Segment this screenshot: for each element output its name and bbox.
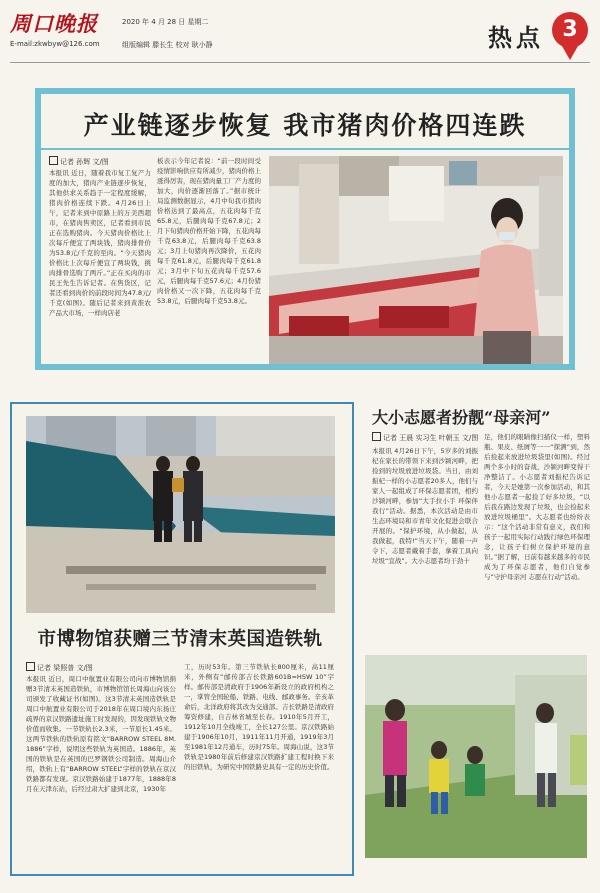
story-pork-prices: [35, 88, 575, 370]
masthead-email: E-mail:zkwbyw@126.com: [10, 40, 100, 48]
pork-byline: [49, 156, 109, 167]
volunteers-column-2: 足，他们的眼睛像扫描仪一样，塑料瓶、果皮、纸屑等一一“探测”到，然后捡起来放进垃圾袋里(如图)。经过两个多小时的奋战，沙颍河畔变得干净整洁了。小志愿者刘振杞告诉记者，今天是她第一次参加活动，和其他小志愿者一起捡了好多垃圾，“以后我在路边发现了垃圾，也会捡起来放进垃圾桶里”。大志愿者也纷纷表示：“这个活动非常有意义，我们和孩子一起用实际行动践行绿色环保理念，让孩子们树立保护环境的意识。”据了解，日前有越来越多的市民成为了环保志愿者，他们自觉参与“守护母亲河 志愿在行动”活动。: [484, 433, 590, 581]
volunteers-column-1: 本报讯 4月26日下午，5岁多的刘振杞在家长的带领下来到沙颍河畔，把捡到的垃圾放进垃圾袋。当日，由刘振杞一样的小志愿者20多人，他们与家人一起组成了环保志愿者团，相约沙颍河畔，参加“大手拉小手 环保伴我行”活动。据悉，本次活动是由市生态环境局和市青年文化促进会联合开展的。“保护环境，从小做起，从我做起，我特!”当天下午，随着一声令下，志愿者戴着手套，拿着工具向垃圾“宣战”。大小志愿者均干劲十: [372, 447, 478, 565]
story-pork-prices-inner: [41, 94, 569, 364]
headline-rule: [41, 148, 569, 150]
pork-byline-text: 记者 孙辉 文/图: [60, 158, 109, 166]
volunteers-byline: [372, 432, 478, 443]
museum-byline: [26, 662, 93, 673]
newspaper-logo: 周口晚报: [10, 11, 98, 36]
byline-box-icon: [372, 432, 381, 441]
masthead-rule: [10, 62, 590, 63]
pork-column-1: 本报讯 近日，随着我市复工复产力度的加大，猪肉产业链逐步恢复，其他供求关系趋于一定程度缓解，猪肉价格连续下跌。4月26日上午，记者来到中原路上的万美西超市，在猪肉售卖区，记者看到市民正在选购猪肉。今天猪肉价格比上次每斤便宜了两块钱，猪肉排骨价为53.8元/千克的至肉。“今天猪肉价格比上次每斤便宜了两块钱，挑肉排骨选购了两斤。”正在买肉的市民王先生告诉记者。在售货区，记者还看到肉价的前段时间为47.8元/千克(如图)。随后记者来到黄淮农产品大市场，一样肉店老: [49, 169, 151, 317]
volunteers-byline-text: 记者 王晨 实习生 叶朝玉 文/图: [383, 434, 479, 442]
masthead-staff: 组版编辑 滕长生 校对 耿小静: [122, 41, 213, 49]
masthead: [0, 0, 600, 64]
pork-headline: 产业链逐步恢复 我市猪肉价格四连跌: [83, 111, 527, 140]
byline-box-icon: [26, 662, 35, 671]
museum-byline-text: 记者 梁照普 文/图: [37, 664, 93, 672]
pork-counter-photo: [269, 156, 563, 364]
byline-box-icon: [49, 156, 58, 165]
story-museum-rails: [10, 402, 354, 876]
museum-headline: 市博物馆获赠三节清末英国造铁轨: [37, 629, 323, 650]
museum-column-2: 工，历时53年。第三节铁轨长800厘米，高11厘米，外侧有“邮传部吉长铁路601B=HSW 10”字样。邮传部是清政府于1906年新设立的政府机构之一，掌管全国轮船、铁路、电线、邮政事务。辛亥革命后，北洋政府将其改为交通部。吉长铁路是清政府筹资修建，自吉林省城至长春。1910年5月开工，1912年10月全线竣工，全长127公里。京汉铁路始建于1906年10月，1911年11月开通，1919年3月至1981年12月通车，历时75年。周海山说，这3节铁轨是1980年前后修建京汉铁路扩建工程时换下来的旧铁轨，为研究中国铁路史具有一定的历史价值。: [184, 663, 334, 771]
museum-column-1: 本报讯 近日，周口中航置业有限公司向市博物馆捐赠3节清末英国造铁轨，市博物馆馆长周海山向该公司颁发了收藏证书(如图)。这3节清末英国造铁轨是周口中航置业有限公司于2018年在周口境内东扬庄疏界的京汉铁路遗址施工时发现的，因发现铁轨文物价值而收集。一节铁轨长2.3米，一节原长1.45米。这两节铁轨的铁轨原有铭文“BARROW STEEL 8M. 1886”字样，说明这些铁轨为英国造。1886年，英国的铁轨是在英国的巴罗钢铁公司制造。周海山介绍，铁轨上有“BARROW STEEL”字样的铁轨在京汉铁路都有发现。京汉铁路始建于1877年，1888年8月在天津东站，后经过肃大扩建到北京，1930年: [26, 675, 176, 793]
volunteers-photo: [365, 655, 587, 858]
pork-column-2: 板表示今年记者说：“前一段时间受疫情影响供应有所减少，猪肉价格上涨得厉害，现在猪肉量工厂产力度的加大，肉价逐渐回落了。”据市统计局监测数据显示，4月中旬我市猪肉价格达到了最高点，五花肉每千克65.8元，后腿肉每千克67.8元；2月下旬猪肉价格开始下降，五花肉每千克63.8元，后腿肉每千克63.8元；3月上旬猪肉再次降价，五花肉每千克61.8元，后腿肉每千克61.8元；3月中下旬五花肉每千克57.6元，后腿肉每千克57.6元；4月份猪肉价格又一次下降，五花肉每千克53.8元，后腿肉每千克53.8元。: [157, 157, 261, 305]
section-title: 热点: [488, 23, 544, 52]
museum-donation-photo: [26, 416, 335, 613]
page-number-badge: 3: [552, 12, 588, 48]
masthead-date: 2020 年 4 月 28 日 星期二: [122, 18, 209, 26]
volunteers-headline: 大小志愿者扮靓“母亲河”: [372, 408, 551, 427]
